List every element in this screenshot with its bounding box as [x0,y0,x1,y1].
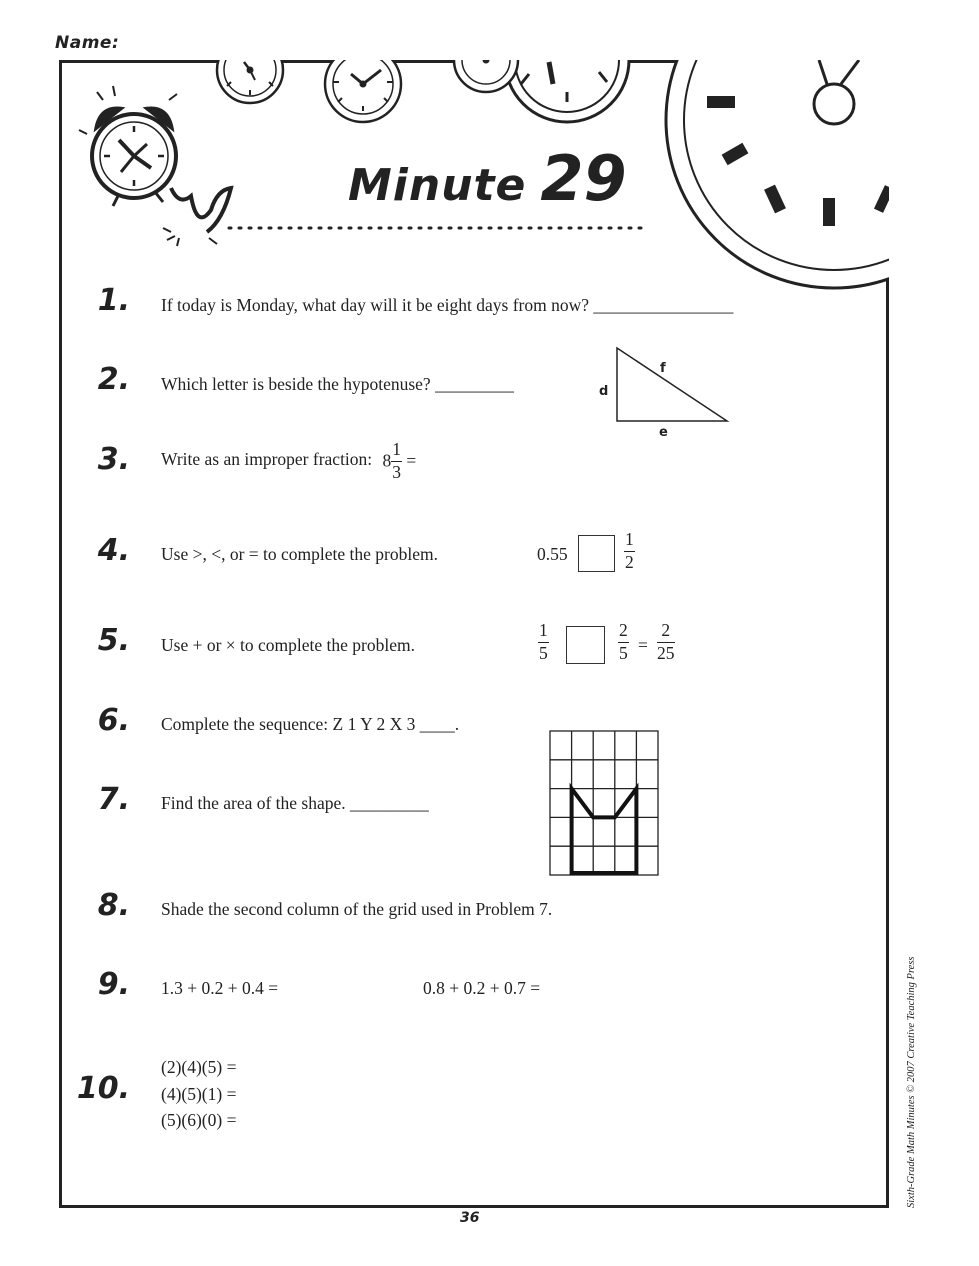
question-number: 8. [97,888,130,923]
fraction [538,622,549,662]
question-text: 0.8 + 0.2 + 0.7 = [423,978,541,998]
equals-sign: = [406,450,417,471]
answer-box[interactable] [566,626,605,664]
mixed-number [383,441,403,481]
question-text: Use >, <, or = to complete the problem. [161,544,438,564]
denominator: 25 [657,642,675,663]
fraction [618,622,629,662]
denominator: 5 [619,642,628,663]
question-number: 7. [97,782,130,817]
numerator: 1 [391,441,402,462]
question-number: 2. [97,362,130,397]
comparison-left-value: 0.55 [537,544,568,564]
area-grid-figure [548,729,660,877]
denominator: 3 [392,461,402,482]
equals-sign: = [638,635,648,655]
question-number: 5. [97,623,130,658]
numerator: 1 [538,622,549,643]
whole-number: 8 [382,450,392,471]
question-text: Find the area of the shape. _________ [161,793,429,813]
title-word: Minute [348,160,527,211]
denominator: 5 [539,642,548,663]
question-text: 1.3 + 0.2 + 0.4 = [161,978,279,998]
question-text: Which letter is beside the hypotenuse? _________ [161,374,514,394]
denominator: 2 [625,551,634,572]
name-label: Name: [55,33,120,53]
question-line: (2)(4)(5) = [161,1057,237,1077]
question-text [161,441,416,481]
question-prompt: Write as an improper fraction: [161,449,373,470]
question-text: Use + or × to complete the problem. [161,635,415,655]
question-number: 9. [97,967,130,1002]
question-text: If today is Monday, what day will it be eight days from now? ________________ [161,295,734,315]
question-text: Complete the sequence: Z 1 Y 2 X 3 ____. [161,714,460,734]
triangle-label-f: f [660,361,666,376]
fraction [657,622,675,662]
numerator: 2 [618,622,629,643]
title-number: 29 [540,142,627,215]
triangle-label-e: e [659,425,668,440]
fraction [624,531,635,571]
question-number: 6. [97,703,130,738]
numerator: 2 [657,622,675,643]
question-number: 1. [97,283,130,318]
triangle-label-d: d [599,384,609,399]
page-number: 36 [460,1210,480,1226]
question-number: 10. [76,1071,130,1106]
question-line: (5)(6)(0) = [161,1110,237,1130]
answer-box[interactable] [578,535,615,572]
page-title [348,142,627,215]
question-text: Shade the second column of the grid used in Problem 7. [161,899,553,919]
question-number: 4. [97,533,130,568]
fraction [391,441,402,481]
numerator: 1 [624,531,635,552]
question-line: (4)(5)(1) = [161,1084,237,1104]
question-number: 3. [97,442,130,477]
publisher-credit: Sixth-Grade Math Minutes © 2007 Creative Teaching Press [906,956,917,1208]
